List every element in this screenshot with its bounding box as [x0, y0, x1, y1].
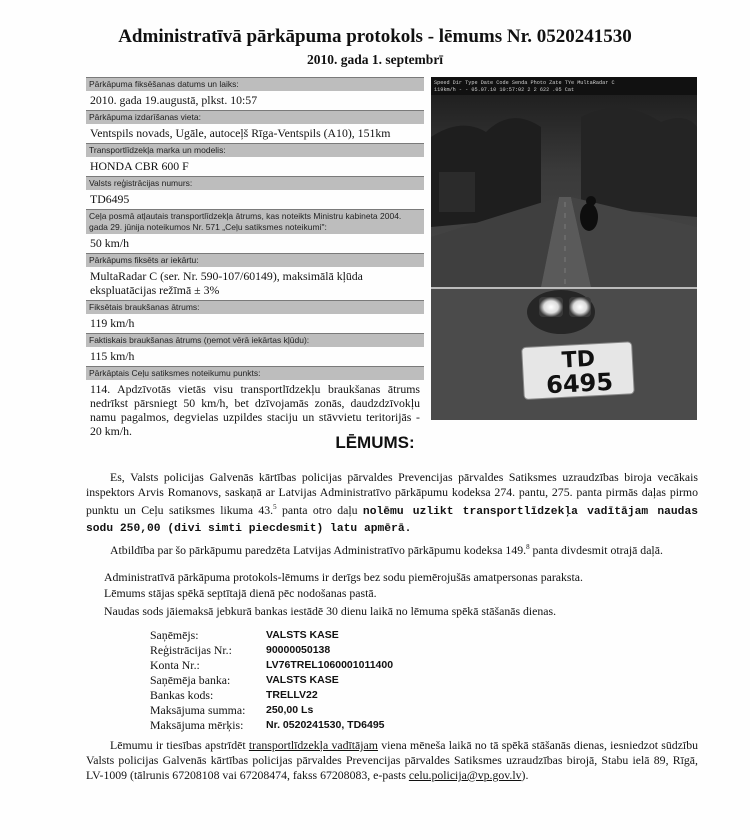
payment-value: 250,00 Ls [266, 704, 314, 716]
field-label: Ceļa posmā atļautais transportlīdzekļa ātrums, kas noteikts Ministru kabineta 2004. gada 29. jūnija noteikumos Nr. 571 „Ceļu satiksmes noteikumi": [86, 209, 424, 234]
field-value: 2010. gada 19.augustā, plkst. 10:57 [90, 93, 258, 107]
field-value: 115 km/h [90, 349, 135, 363]
effective-note: Lēmums stājas spēkā septītajā dienā pēc nodošanas pastā. [104, 586, 377, 600]
overlay-values: 119km/h - - 05.07.10 10:57:02 2 2 622 .05 Cat [434, 87, 575, 93]
payment-row [150, 658, 393, 673]
payment-value: Nr. 0520241530, TD6495 [266, 719, 385, 731]
liability-text: Atbildība par šo pārkāpumu paredzēta Latvijas Administratīvo pārkāpumu kodeksa 149. [110, 542, 527, 557]
appeal-text-middle: viena mēneša laikā no tā spēkā stāšanās dienas, iesniedzot sūdzību Valsts policijas Galvenās kārtības policijas pārvaldes Prevencijas pārvaldes Satiksmes uzraudzības birojā, Stabu ielā 89, Rīgā, LV-1009 (tālrunis 67208108 vai 67208474, fakss 67208083, e-pasts [86, 738, 698, 782]
field-value: Ventspils novads, Ugāle, autoceļš Rīga-Ventspils (A10), 151km [90, 126, 391, 140]
payment-label: Maksājuma summa: [150, 703, 246, 717]
payment-value: 90000050138 [266, 644, 331, 656]
overlay-header: Speed Dir Type Date Code Senda Photo Zate TYe MultaRadar C [434, 80, 615, 86]
field-value: 114. Apdzīvotās vietās visu transportlīdzekļu braukšanas ātrums nedrīkst pārsniegt 50 km/h, bet dzīvojamās zonās, daudzdzīvokļu namu pagalmos, degvielas uzpildes staciju un stāvvietu teritorijās - 20 km/h. [90, 382, 420, 438]
field-speed-limit [86, 209, 424, 253]
camera-image [431, 77, 697, 420]
field-measured-speed [86, 300, 424, 333]
field-actual-speed [86, 333, 424, 366]
payment-value: TRELLV22 [266, 689, 318, 701]
payment-label: Saņēmēja banka: [150, 673, 231, 687]
payment-value: LV76TREL1060001011400 [266, 659, 394, 671]
headlight-left [539, 297, 563, 317]
document-date: 2010. gada 1. septembrī [306, 52, 444, 67]
speed-camera-photo [431, 77, 697, 420]
field-registration [86, 176, 424, 209]
liability-paragraph [86, 540, 698, 558]
field-value: 119 km/h [90, 316, 135, 330]
appeal-text-end: ). [521, 768, 529, 782]
field-device [86, 253, 424, 300]
field-violated-rule [86, 366, 424, 441]
license-plate [522, 342, 635, 401]
field-label: Fiksētais braukšanas ātrums: [86, 300, 424, 314]
payment-label: Reģistrācijas Nr.: [150, 643, 232, 657]
field-location [86, 110, 424, 143]
plate-bottom-text: 6495 [545, 367, 614, 400]
field-value: 50 km/h [90, 236, 129, 250]
motorcycle-rider [580, 203, 598, 231]
payment-row [150, 703, 393, 718]
field-value: MultaRadar C (ser. Nr. 590-107/60149), maksimālā kļūda ekspluatācijas režīmā ± 3% [90, 269, 363, 297]
superscript: 5 [273, 503, 277, 511]
field-label: Transportlīdzekļa marka un modelis: [86, 143, 424, 157]
superscript: 8 [526, 543, 530, 551]
liability-text-after: panta divdesmit otrajā daļā. [529, 542, 663, 557]
payment-row [150, 628, 393, 643]
decision-text: Es, Valsts policijas Galvenās kārtības policijas pārvaldes Prevencijas pārvaldes Satiksmes uzraudzības biroja vecākais inspektors Arvis Romanovs, saskaņā ar Latvijas Administratīvo pārkāpumu kodeksa 274. pantu, 275. panta pirmās daļas pirmo punktu un Ceļu satiksmes likuma 43. [86, 470, 698, 517]
field-label: Pārkāptais Ceļu satiksmes noteikumu punkts: [86, 366, 424, 380]
payment-details [150, 628, 393, 733]
payment-row [150, 643, 393, 658]
payment-row [150, 673, 393, 688]
decision-heading: LĒMUMS: [335, 433, 415, 452]
email-link[interactable]: celu.policija@vp.gov.lv [408, 768, 522, 782]
decision-paragraph [86, 470, 698, 537]
field-label: Pārkāpuma fiksēšanas datums un laiks: [86, 77, 424, 91]
field-label: Faktiskais braukšanas ātrums (ņemot vērā iekārtas kļūdu): [86, 333, 424, 347]
field-label: Pārkāpuma izdarīšanas vieta: [86, 110, 424, 124]
payment-value: VALSTS KASE [266, 629, 339, 641]
payment-label: Bankas kods: [150, 688, 214, 702]
decision-text-after: panta otro daļu [276, 502, 363, 517]
field-label: Pārkāpums fiksēts ar iekārtu: [86, 253, 424, 267]
driver-underlined: transportlīdzekļa vadītājam [248, 738, 378, 752]
appeal-text: Lēmumu ir tiesības apstrīdēt [110, 738, 249, 752]
field-vehicle-model [86, 143, 424, 176]
payment-label: Saņēmējs: [150, 628, 199, 642]
payment-deadline-note: Naudas sods jāiemaksā jebkurā bankas iestādē 30 dienu laikā no lēmuma spēkā stāšanās dienas. [104, 604, 557, 618]
payment-value: VALSTS KASE [266, 674, 339, 686]
field-value: HONDA CBR 600 F [90, 159, 189, 173]
payment-label: Maksājuma mērķis: [150, 718, 244, 732]
payment-label: Konta Nr.: [150, 658, 200, 672]
penalty-statement: nolēmu uzlikt transportlīdzekļa vadītājam naudas sodu 250,00 (divi simti piecdesmit) latu apmērā. [86, 505, 698, 535]
plate-top-text: TD [561, 346, 596, 374]
headlight-right [569, 297, 591, 317]
appeal-paragraph [86, 738, 698, 783]
document-title: Administratīvā pārkāpuma protokols - lēmums Nr. 0520241530 [118, 26, 632, 47]
field-label: Valsts reģistrācijas numurs: [86, 176, 424, 190]
field-value: TD6495 [90, 192, 130, 206]
violation-details [86, 77, 424, 441]
field-datetime [86, 77, 424, 110]
validity-note: Administratīvā pārkāpuma protokols-lēmums ir derīgs bez sodu piemērojušās amatpersonas paraksta. [104, 570, 583, 584]
payment-row [150, 718, 393, 733]
payment-row [150, 688, 393, 703]
